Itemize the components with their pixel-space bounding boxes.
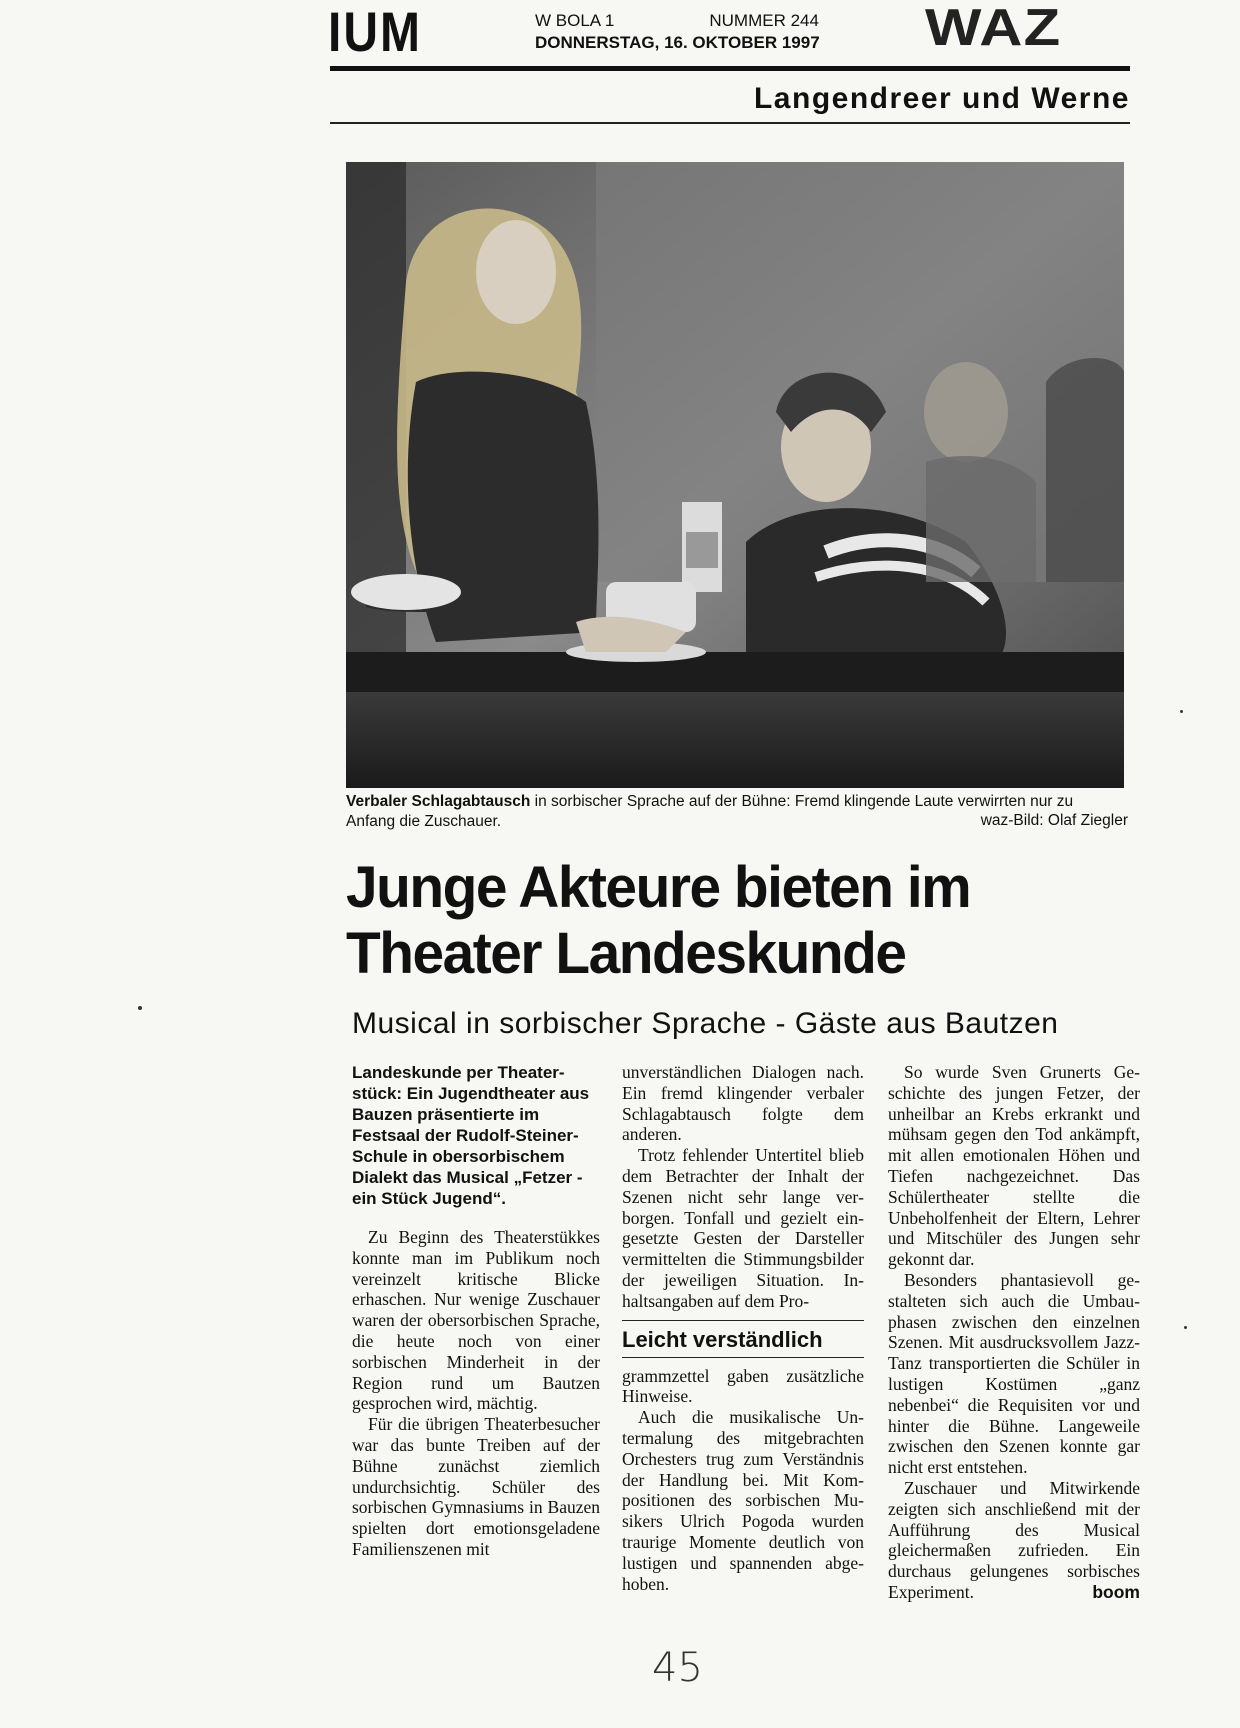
article-paragraph: unverständlichen Dialogen nach. Ein fremd klingender verbaler Schlagabtausch folgte dem anderen. [622,1062,864,1145]
article-column-3 [888,1062,1140,1603]
article-column-1 [352,1062,600,1560]
section-rule [330,122,1130,124]
photo-credit: waz-Bild: Olaf Ziegler [980,812,1128,829]
article-paragraph [888,1478,1140,1603]
edition-label: W BOLA 1 [535,11,615,30]
newspaper-logo-fragment-left: IUM [328,2,422,64]
article-photo [346,162,1124,788]
article-subheadline: Musical in sorbischer Sprache - Gäste aus Bautzen [352,1007,1059,1040]
masthead-rule [330,66,1130,71]
article-paragraph: Besonders phantasievoll gestalteten sich auch die Umbauphasen zwischen den einzelnen Szenen. Mit ausdrucksvollem Jazz-Tanz transportierten die Schüler in lustigen Kostümen „ganz nebenbei“ die Requisiten vor und hinter die Bühne. Langeweile zwischen den Szenen konnte gar nicht erst entstehen. [888,1269,1140,1478]
article-closing-text: Zuschauer und Mitwirkende zeigten sich anschließend mit der Aufführung des Musical gleichermaßen zufrieden. Ein durchaus gelungenes sorbisches Experiment. [888,1477,1140,1602]
article-paragraph: Trotz fehlender Untertitel blieb dem Betrachter der Inhalt der Szenen nicht sehr lange verborgen. Tonfall und gezielt eingesetzte Gesten der Darsteller vermittelten die Stimmungsbilder der jeweiligen Situation. Inhaltsangaben auf dem Pro- [622,1145,864,1311]
issue-number: NUMMER 244 [709,11,819,30]
scan-speck [1184,1326,1187,1329]
section-title: Langendreer und Werne [753,82,1130,115]
article-paragraph: So wurde Sven Grunerts Geschichte des jungen Fetzer, der unheilbar an Krebs erkrankt und mühsam gegen den Tod ankämpft, mit allen emotionalen Höhen und Tiefen nachgezeichnet. Das Schülertheater stellte die Unbeholfenheit der Eltern, Lehrer und Mitschüler des Jungen sehr gekonnt dar. [888,1062,1140,1270]
article-paragraph: Zu Beginn des Theaterstükkes konnte man im Publikum noch vereinzelt kritische Blicke erhaschen. Nur wenige Zuschauer waren der obersorbischen Sprache, die heute noch von einer sorbischen Minderheit in der Region rund um Bautzen gesprochen wird, mächtig. [352,1227,600,1414]
scan-speck [138,1006,142,1010]
article-intertitle: Leicht verständlich [622,1320,864,1358]
masthead-info [535,10,820,54]
handwritten-page-number: 45 [652,1645,703,1691]
author-signature: boom [1092,1581,1140,1602]
article-paragraph: grammzettel gaben zusätzliche Hinweise. [622,1365,864,1407]
article-paragraph: Für die übrigen Theaterbesucher war das bunte Treiben auf der Bühne zunächst ziemlich undurchsichtig. Schüler des sorbischen Gymnasiums in Bauzen spielten dort emotionsgeladene Familienszenen mit [352,1414,600,1559]
caption-bold-lead: Verbaler Schlagabtausch [346,793,531,810]
issue-date: DONNERSTAG, 16. OKTOBER 1997 [535,33,820,52]
caption-text: in sorbischer Sprache auf der Bühne: Fremd klingende Laute verwirrten nur zu Anfang die Zuschauer. [346,793,1074,830]
article-column-2 [622,1062,864,1594]
article-paragraph: Auch die musikalische Untermalung des mitgebrachten Orchesters trug zum Verständnis der Handlung bei. Mit Kompositionen des sorbischen Musikers Ulrich Pogoda wurden traurige Momente deutlich von lustigen und spannenden abgehoben. [622,1407,864,1594]
article-headline: Junge Akteure bieten im Theater Landeskunde [346,855,971,986]
article-lead: Landeskunde per Theaterstück: Ein Jugendtheater aus Bauzen präsentierte im Festsaal der Rudolf-Steiner-Schule in obersorbischem Dialekt das Musical „Fetzer - ein Stück Jugend“. [352,1063,590,1208]
scan-speck [1180,710,1183,713]
newspaper-logo-waz: WAZ [925,0,1062,57]
